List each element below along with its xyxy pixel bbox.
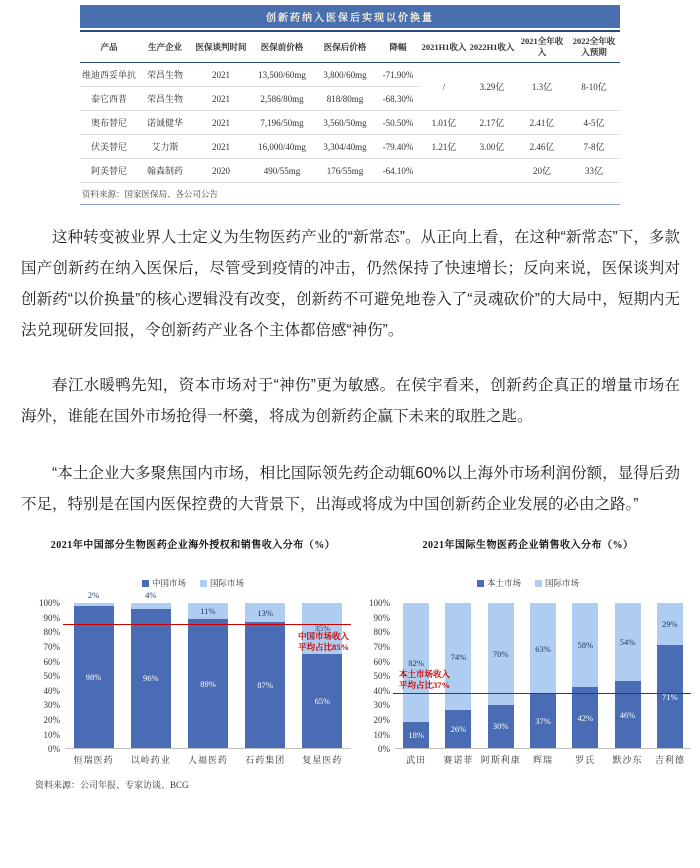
table-cell: 20亿 <box>516 159 568 183</box>
bar-segment <box>445 710 471 748</box>
y-tick-label: 60% <box>43 656 60 667</box>
bar-value-label: 96% <box>143 673 159 684</box>
bar-value-label: 2% <box>87 590 100 601</box>
bar-segment <box>572 603 598 687</box>
x-category-label: 赛诺菲 <box>443 755 474 766</box>
y-tick-label: 80% <box>373 627 390 638</box>
table-cell: 1.01亿 <box>420 111 468 135</box>
bar-group <box>522 603 564 748</box>
stacked-bar <box>530 603 556 748</box>
bar-group <box>480 603 522 748</box>
bar-value-label: 71% <box>662 691 678 702</box>
chart-title-left: 2021年中国部分生物医药企业海外授权和销售收入分布（%） <box>50 540 336 552</box>
chart-legend-left <box>35 577 351 589</box>
bar-value-label: 46% <box>619 709 636 720</box>
table-cell: 伏美替尼 <box>80 135 138 159</box>
x-category-label: 罗氏 <box>575 755 596 766</box>
bar-segment <box>657 603 683 645</box>
y-tick-label: 70% <box>43 641 60 652</box>
bar-segment <box>188 619 228 748</box>
y-tick-label: 0% <box>48 744 60 755</box>
bar-segment <box>572 687 598 748</box>
bar-segment <box>530 694 556 748</box>
y-tick-label: 90% <box>43 612 60 623</box>
y-tick-label: 80% <box>43 627 60 638</box>
bar-group <box>564 603 606 748</box>
table-cell: 2021 <box>192 111 250 135</box>
average-reference-line <box>393 693 691 694</box>
table-cell: 翰森制药 <box>138 159 192 183</box>
column-header: 医保前价格 <box>250 31 314 63</box>
table-cell: 阿美替尼 <box>80 159 138 183</box>
bar-segment <box>403 603 429 722</box>
table-cell: 2.41亿 <box>516 111 568 135</box>
x-category-label: 复星医药 <box>302 755 343 766</box>
bar-group <box>122 590 179 748</box>
table-cell: 7-8亿 <box>568 135 620 159</box>
table-cell: 8-10亿 <box>568 63 620 111</box>
y-tick-label: 10% <box>43 729 60 740</box>
stacked-bar <box>488 603 514 748</box>
bar-value-label: 89% <box>200 678 216 689</box>
stacked-bar <box>74 590 114 748</box>
bar-value-label: 63% <box>535 643 551 654</box>
bar-group <box>649 603 691 748</box>
y-tick-label: 30% <box>43 700 60 711</box>
bar-value-label: 26% <box>450 724 467 735</box>
column-header: 生产企业 <box>138 31 192 63</box>
legend-item <box>477 577 521 589</box>
chart-legend-right <box>365 577 691 589</box>
table-cell: 荣昌生物 <box>138 63 192 87</box>
stacked-bar <box>615 603 641 748</box>
legend-label: 国际市场 <box>545 578 580 589</box>
bar-value-label: 37% <box>535 716 551 727</box>
legend-label: 国际市场 <box>210 578 245 589</box>
y-axis-left <box>35 598 65 755</box>
paragraph-new-normal: 这种转变被业界人士定义为生物医药产业的“新常态”。从正向上看，在这种“新常态”下，多款国产创新药在纳入医保后，尽管受到疫情的冲击，仍然保持了快速增长；反向来说，医保谈判对创新药“以价换量”的核心逻辑没有改变，创新药不可避免地卷入了“灵魂砍价”的大局中，短期内无法兑现研发回报，令创新药产业各个主体都倍感“神伤”。 <box>21 229 680 340</box>
drug-insurance-table <box>80 30 620 183</box>
y-axis-right <box>365 598 395 755</box>
legend-swatch <box>535 580 542 587</box>
bar-value-label: 87% <box>257 680 273 690</box>
plot-area-left <box>65 590 351 749</box>
column-header: 产品 <box>80 31 138 63</box>
bar-value-label: 54% <box>619 637 636 648</box>
bar-value-label: 82% <box>408 657 424 668</box>
table-cell: 13,500/60mg <box>250 63 314 87</box>
article-body <box>0 222 700 520</box>
y-tick-label: 20% <box>373 714 390 725</box>
bar-value-label: 74% <box>450 651 467 662</box>
chart-title-right: 2021年国际生物医药企业销售收入分布（%） <box>422 540 634 552</box>
column-header: 医保后价格 <box>314 31 376 63</box>
bar-value-label: 30% <box>492 721 509 732</box>
bar-segment <box>74 606 114 748</box>
x-axis-labels-right <box>395 753 691 766</box>
table-cell: -79.40% <box>376 135 420 159</box>
table-cell: 2020 <box>192 159 250 183</box>
table-header <box>80 31 620 63</box>
table-cell: 泰它西普 <box>80 87 138 111</box>
table-cell: 3,800/60mg <box>314 63 376 87</box>
y-tick-label: 40% <box>43 685 60 696</box>
bar-segment <box>245 622 285 748</box>
annotation-line: 中国市场收入 <box>297 631 349 642</box>
x-axis-labels-left <box>65 753 351 766</box>
x-category-label: 吉利德 <box>654 755 685 766</box>
table-row <box>80 135 620 159</box>
x-category-label: 以岭药业 <box>130 755 171 766</box>
table-cell: 33亿 <box>568 159 620 183</box>
stacked-bar <box>131 590 171 748</box>
table-cell: 3.00亿 <box>468 135 516 159</box>
y-tick-label: 20% <box>43 714 60 725</box>
y-tick-label: 90% <box>373 612 390 623</box>
table-cell: -50.50% <box>376 111 420 135</box>
bar-value-label: 35% <box>314 623 331 634</box>
stacked-bar <box>572 603 598 748</box>
legend-item <box>200 577 244 589</box>
table-cell: 2,586/80mg <box>250 87 314 111</box>
bar-value-label: 13% <box>257 607 273 618</box>
legend-swatch <box>142 580 149 587</box>
table-cell: 1.3亿 <box>516 63 568 111</box>
stacked-bar <box>188 603 228 748</box>
table-cell: 490/55mg <box>250 159 314 183</box>
x-category-label: 阿斯利康 <box>480 755 521 766</box>
table-source-note: 资料来源：国家医保局、各公司公告 <box>80 183 620 205</box>
table-cell: 维迪西妥单抗 <box>80 63 138 87</box>
bar-segment <box>403 722 429 748</box>
table-cell: 1.21亿 <box>420 135 468 159</box>
bar-segment <box>302 654 342 748</box>
bar-value-label: 11% <box>200 606 216 617</box>
bar-value-label: 70% <box>492 648 509 659</box>
bar-group <box>237 603 294 748</box>
column-header: 降幅 <box>376 31 420 63</box>
plot-area-right <box>395 603 691 749</box>
bar-segment <box>488 603 514 705</box>
table-cell: 2021 <box>192 135 250 159</box>
table-cell: 3.29亿 <box>468 63 516 111</box>
table-cell: 16,000/40mg <box>250 135 314 159</box>
legend-swatch <box>477 580 484 587</box>
annotation-line: 平均占比85% <box>297 642 349 653</box>
bar-value-label: 4% <box>145 590 157 601</box>
charts-section <box>0 536 700 766</box>
column-header: 2022全年收入预期 <box>568 31 620 63</box>
table-cell: 艾力斯 <box>138 135 192 159</box>
y-tick-label: 50% <box>43 671 60 682</box>
column-header: 2021H1收入 <box>420 31 468 63</box>
y-tick-label: 70% <box>373 641 390 652</box>
table-cell: 奥布替尼 <box>80 111 138 135</box>
table-cell: 176/55mg <box>314 159 376 183</box>
table-cell: 4-5亿 <box>568 111 620 135</box>
stacked-bar <box>302 603 342 748</box>
bar-segment <box>131 609 171 748</box>
bar-segment <box>245 603 285 622</box>
x-category-label: 恒瑞医药 <box>73 755 114 766</box>
average-annotation-left <box>298 631 349 653</box>
column-header: 医保谈判时间 <box>192 31 250 63</box>
y-tick-label: 10% <box>373 729 390 740</box>
column-header: 2021全年收入 <box>516 31 568 63</box>
international-biopharma-revenue-chart <box>365 536 691 766</box>
table-cell: 诺诚健华 <box>138 111 192 135</box>
bar-segment <box>657 645 683 748</box>
paragraph-capital-market: 春江水暖鸭先知，资本市场对于“神伤”更为敏感。在侯宇看来，创新药企真正的增量市场在海外，谁能在国外市场抢得一杯羹，将成为创新药企赢下未来的取胜之匙。 <box>21 377 680 426</box>
y-tick-label: 40% <box>373 685 390 696</box>
table-cell: 2.46亿 <box>516 135 568 159</box>
table-title: 创新药纳入医保后实现以价换量 <box>80 5 620 28</box>
insurance-price-table-section <box>80 5 620 205</box>
legend-label: 本土市场 <box>486 578 521 589</box>
bar-value-label: 18% <box>408 730 424 741</box>
bar-value-label: 58% <box>577 640 594 651</box>
bar-segment <box>615 681 641 748</box>
y-tick-label: 30% <box>373 700 390 711</box>
y-tick-label: 100% <box>369 598 390 609</box>
table-row <box>80 111 620 135</box>
table-row <box>80 159 620 183</box>
y-tick-label: 60% <box>373 656 390 667</box>
bar-group <box>179 603 236 748</box>
bar-group <box>294 603 351 748</box>
bar-group <box>65 590 122 748</box>
column-header: 2022H1收入 <box>468 31 516 63</box>
bar-segment <box>530 603 556 694</box>
y-tick-label: 50% <box>373 671 390 682</box>
table-cell: 3,304/40mg <box>314 135 376 159</box>
average-annotation-right <box>399 669 450 691</box>
table-cell: / <box>420 63 468 111</box>
table-cell: 818/80mg <box>314 87 376 111</box>
table-cell: 2.17亿 <box>468 111 516 135</box>
stacked-bar <box>657 603 683 748</box>
bar-value-label: 42% <box>577 712 594 723</box>
bar-segment <box>615 603 641 681</box>
annotation-line: 本土市场收入 <box>399 669 451 680</box>
legend-swatch <box>200 580 207 587</box>
table-cell: -68.30% <box>376 87 420 111</box>
x-category-label: 人福医药 <box>188 755 229 766</box>
table-cell: 3,560/50mg <box>314 111 376 135</box>
table-cell: 7,196/50mg <box>250 111 314 135</box>
y-tick-label: 100% <box>39 598 60 609</box>
table-cell <box>468 159 516 183</box>
bar-segment <box>488 705 514 749</box>
table-cell: 2021 <box>192 87 250 111</box>
x-category-label: 默沙东 <box>612 755 643 766</box>
legend-label: 中国市场 <box>151 578 186 589</box>
legend-item <box>142 577 186 589</box>
table-row <box>80 63 620 87</box>
table-cell <box>420 159 468 183</box>
bar-value-label: 98% <box>85 672 102 683</box>
legend-item <box>535 577 579 589</box>
bar-value-label: 29% <box>662 619 678 630</box>
x-category-label: 辉瑞 <box>532 755 553 766</box>
charts-source-note: 资料来源：公司年报、专家访谈、BCG <box>35 780 189 791</box>
table-cell: 荣昌生物 <box>138 87 192 111</box>
bar-segment <box>188 603 228 619</box>
table-cell: 2021 <box>192 63 250 87</box>
y-tick-label: 0% <box>378 744 390 755</box>
x-category-label: 石药集团 <box>245 755 286 766</box>
bar-value-label: 65% <box>314 695 331 706</box>
x-category-label: 武田 <box>406 755 427 766</box>
average-reference-line <box>63 624 351 625</box>
stacked-bar <box>245 603 285 748</box>
china-biopharma-revenue-chart <box>35 536 351 766</box>
annotation-line: 平均占比37% <box>399 680 451 691</box>
bar-group <box>606 603 648 748</box>
table-cell: -71.90% <box>376 63 420 87</box>
table-cell: -64.10% <box>376 159 420 183</box>
paragraph-quote-overseas: “本土企业大多聚焦国内市场，相比国际领先药企动辄60%以上海外市场利润份额，显得后劲不足，特别是在国内医保控费的大背景下，出海或将成为中国创新药企业发展的必由之路。” <box>21 465 680 514</box>
